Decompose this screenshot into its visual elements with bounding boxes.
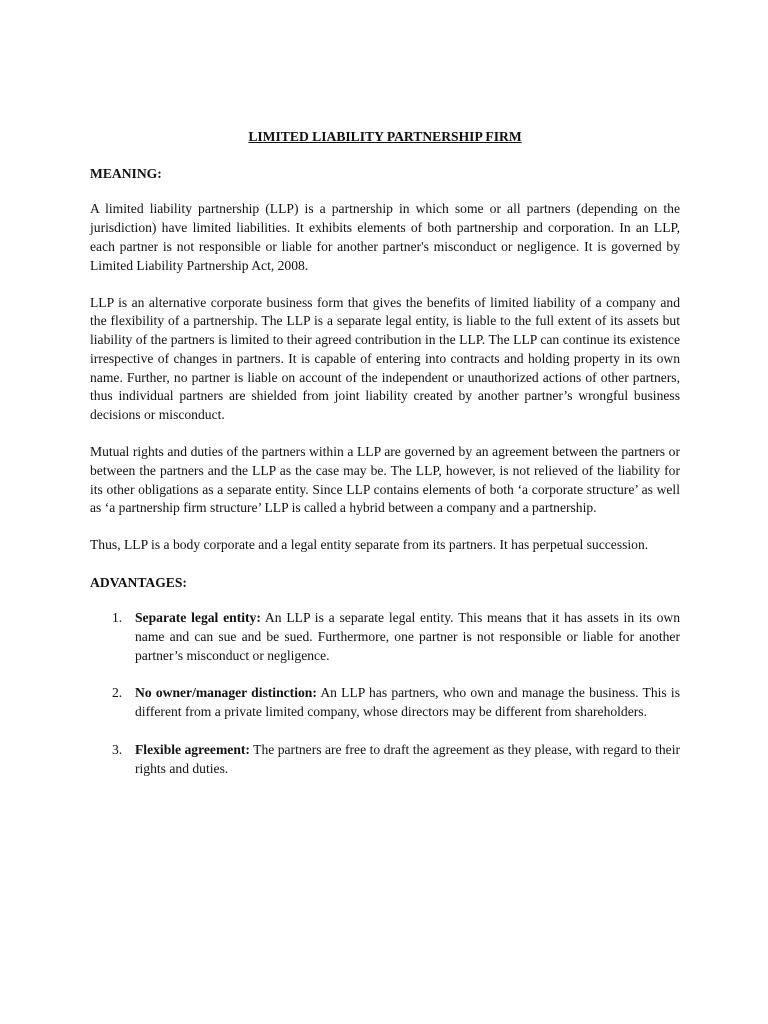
meaning-paragraph-4: Thus, LLP is a body corporate and a legal entity separate from its partners. It has perpetual succession.: [90, 537, 649, 553]
advantage-number: 2.: [112, 685, 123, 701]
advantage-term: Separate legal entity:: [135, 610, 261, 626]
advantages-list: [90, 609, 680, 778]
advantages-heading: ADVANTAGES:: [90, 574, 187, 590]
advantage-text: An LLP is a separate legal entity. This means that it has assets in its own name and can sue and be sued. Furthermore, one partner is not responsible or liable for another partner’s misconduct or negligence.: [135, 610, 680, 663]
advantage-number: 1.: [112, 610, 123, 626]
meaning-heading: MEANING:: [90, 165, 162, 181]
advantage-number: 3.: [112, 741, 123, 757]
advantage-item: [90, 609, 680, 665]
advantage-text: An LLP has partners, who own and manage the business. This is different from a private limited company, whose directors may be different from shareholders.: [135, 685, 680, 720]
document-body: [90, 128, 680, 797]
advantage-term: No owner/manager distinction:: [135, 685, 317, 701]
document-title: LIMITED LIABILITY PARTNERSHIP FIRM: [248, 129, 522, 144]
advantage-item: [90, 684, 680, 721]
advantage-item: [90, 741, 680, 778]
advantage-term: Flexible agreement:: [135, 741, 250, 757]
meaning-paragraph-1: A limited liability partnership (LLP) is a partnership in which some or all partners (depending on the jurisdiction) have limited liabilities. It exhibits elements of both partnership and corporation. In an LLP, each partner is not responsible or liable for another partner's misconduct or negligence. It is governed by Limited Liability Partnership Act, 2008.: [90, 201, 680, 273]
meaning-paragraph-3: Mutual rights and duties of the partners within a LLP are governed by an agreement between the partners or between the partners and the LLP as the case may be. The LLP, however, is not relieved of the liability for its other obligations as a separate entity. Since LLP contains elements of both ‘a corporate structure’ as well as ‘a partnership firm structure’ LLP is called a hybrid between a company and a partnership.: [90, 444, 680, 516]
advantage-text: The partners are free to draft the agreement as they please, with regard to their rights and duties.: [135, 741, 680, 776]
meaning-paragraph-2: LLP is an alternative corporate business form that gives the benefits of limited liability of a company and the flexibility of a partnership. The LLP is a separate legal entity, is liable to the full extent of its assets but liability of the partners is limited to their agreed contribution in the LLP. The LLP can continue its existence irrespective of changes in partners. It is capable of entering into contracts and holding property in its own name. Further, no partner is liable on account of the independent or unauthorized actions of other partners, thus individual partners are shielded from joint liability created by another partner’s wrongful business decisions or misconduct.: [90, 294, 680, 422]
